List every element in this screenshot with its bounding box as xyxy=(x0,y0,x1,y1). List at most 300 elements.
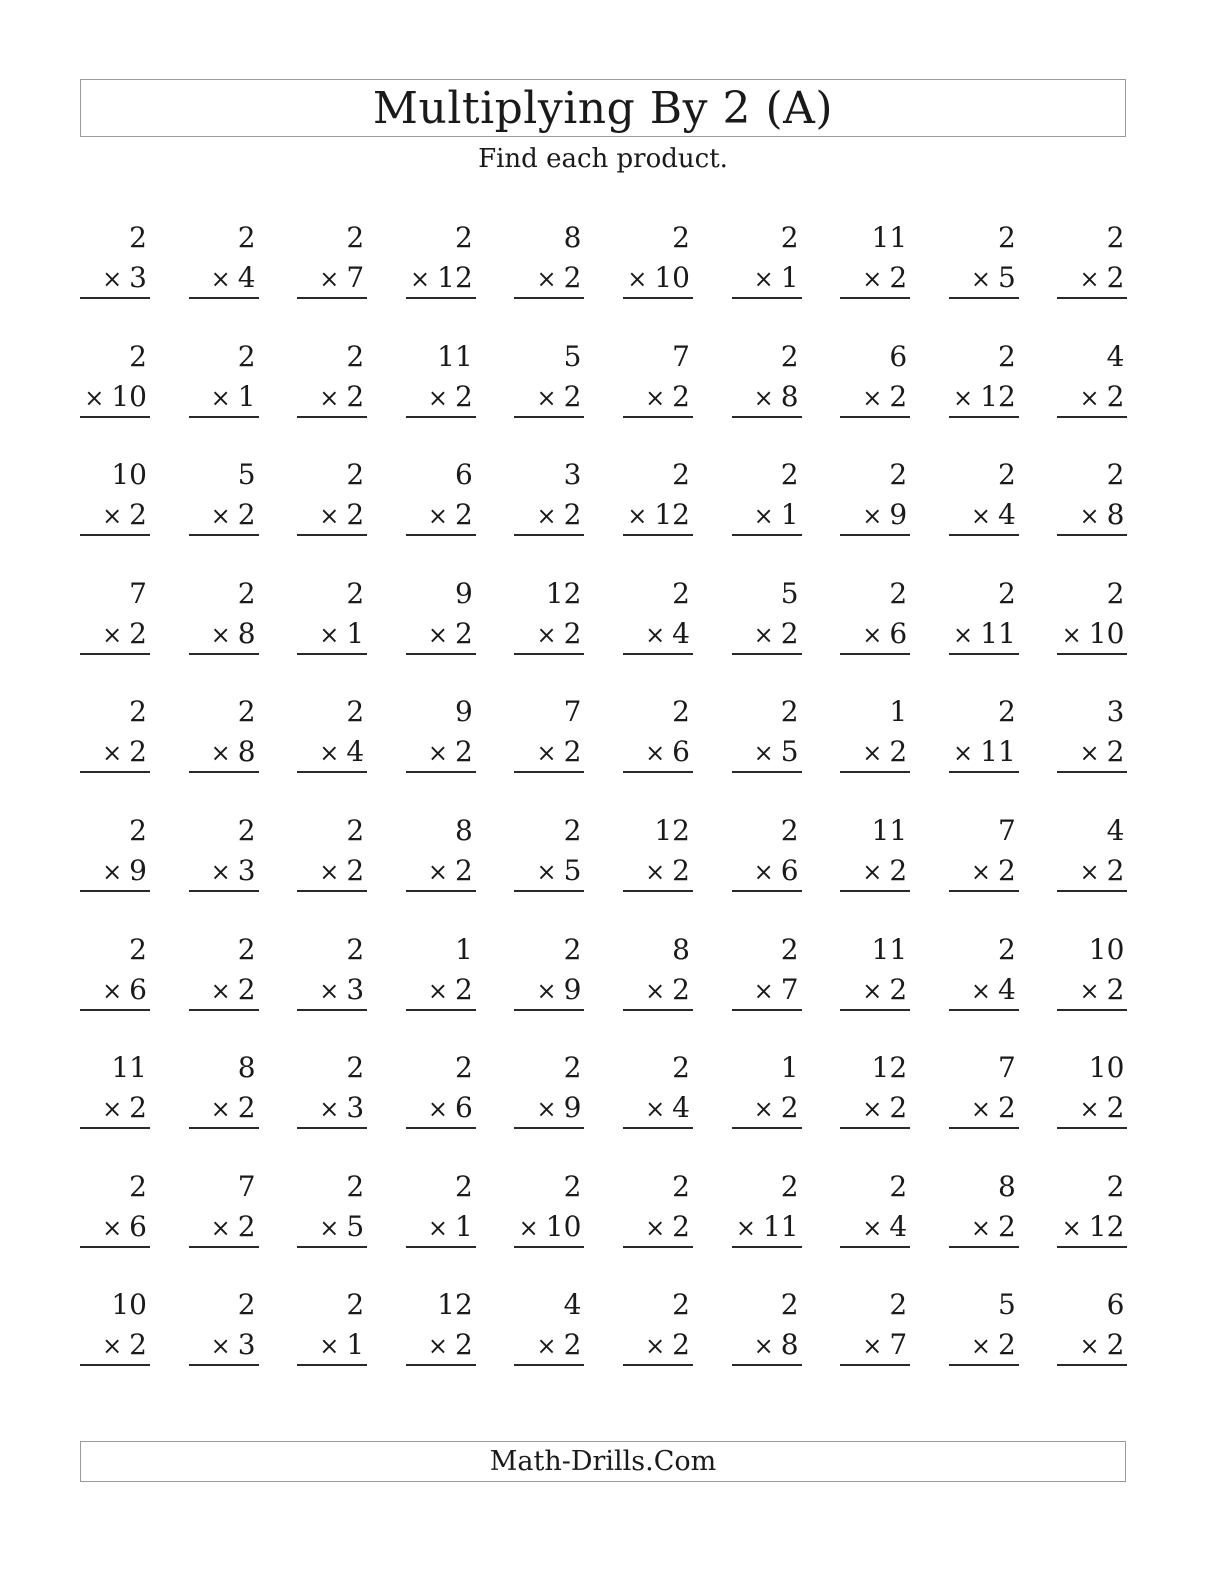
times-sign: × xyxy=(645,1095,666,1124)
multiplier-row xyxy=(645,380,690,415)
answer-line xyxy=(189,771,259,773)
times-sign: × xyxy=(427,502,448,531)
multiplier-row xyxy=(971,854,1016,889)
problem-2-9 xyxy=(949,340,1019,422)
answer-line xyxy=(949,1009,1019,1011)
multiplier-row xyxy=(428,498,473,533)
multiplier: 6 xyxy=(672,735,690,769)
multiplier: 4 xyxy=(672,616,690,650)
problem-7-7 xyxy=(732,933,802,1015)
answer-line xyxy=(406,771,476,773)
multiplier: 2 xyxy=(1106,261,1125,294)
problem-8-7 xyxy=(732,1051,802,1133)
multiplier-row xyxy=(754,973,799,1008)
problem-10-10 xyxy=(1057,1288,1127,1370)
multiplicand: 6 xyxy=(454,458,473,492)
multiplicand: 2 xyxy=(237,814,256,847)
multiplicand: 2 xyxy=(346,814,365,847)
times-sign: × xyxy=(536,739,557,768)
multiplicand: 2 xyxy=(1106,1169,1125,1203)
times-sign: × xyxy=(1079,1095,1100,1124)
problem-5-5 xyxy=(514,695,584,777)
multiplier-row xyxy=(428,1328,473,1363)
problem-8-6 xyxy=(623,1051,693,1133)
multiplier: 11 xyxy=(980,616,1016,650)
multiplicand: 7 xyxy=(563,695,582,729)
answer-line xyxy=(732,890,802,892)
multiplier: 3 xyxy=(346,1091,365,1125)
answer-line xyxy=(732,1246,802,1248)
times-sign: × xyxy=(210,976,231,1005)
multiplier: 3 xyxy=(346,972,365,1006)
problem-8-2 xyxy=(189,1051,259,1133)
answer-line xyxy=(514,416,584,418)
problem-4-6 xyxy=(623,577,693,659)
multiplier: 1 xyxy=(346,616,365,650)
problem-1-4 xyxy=(406,221,476,303)
answer-line xyxy=(80,890,150,892)
times-sign: × xyxy=(536,1095,557,1124)
multiplier-row xyxy=(102,1210,147,1245)
multiplier: 2 xyxy=(563,261,582,294)
answer-line xyxy=(80,1364,150,1366)
problem-6-2 xyxy=(189,814,259,896)
times-sign: × xyxy=(427,620,448,649)
multiplier: 2 xyxy=(346,854,365,887)
problem-1-6 xyxy=(623,221,693,303)
multiplicand: 2 xyxy=(780,458,799,492)
multiplicand: 5 xyxy=(563,339,582,373)
answer-line xyxy=(1057,1127,1127,1129)
answer-line xyxy=(623,1009,693,1011)
multiplier: 2 xyxy=(454,854,473,887)
multiplicand: 2 xyxy=(129,1169,147,1203)
times-sign: × xyxy=(427,1332,448,1361)
multiplier-row xyxy=(862,973,907,1008)
answer-line xyxy=(623,416,693,418)
multiplier: 10 xyxy=(1088,616,1125,650)
multiplier-row xyxy=(645,854,690,889)
multiplier: 2 xyxy=(563,616,582,650)
multiplier-row xyxy=(211,854,256,889)
times-sign: × xyxy=(102,265,123,293)
multiplier: 2 xyxy=(454,498,473,532)
problem-4-4 xyxy=(406,577,476,659)
multiplier: 2 xyxy=(780,616,799,650)
multiplicand: 2 xyxy=(672,221,690,254)
problem-5-1 xyxy=(80,695,150,777)
problem-7-6 xyxy=(623,933,693,1015)
answer-line xyxy=(189,1009,259,1011)
multiplier-row xyxy=(971,973,1016,1008)
multiplicand: 7 xyxy=(997,1051,1016,1085)
times-sign: × xyxy=(970,858,991,886)
multiplicand: 2 xyxy=(563,932,582,966)
answer-line xyxy=(189,416,259,418)
problem-3-2 xyxy=(189,458,259,540)
multiplier-row xyxy=(1079,854,1124,889)
multiplicand: 11 xyxy=(871,814,908,847)
multiplier: 12 xyxy=(654,498,690,532)
problem-2-2 xyxy=(189,340,259,422)
times-sign: × xyxy=(753,858,774,886)
multiplier: 8 xyxy=(780,379,799,413)
times-sign: × xyxy=(102,739,123,768)
multiplier: 2 xyxy=(889,972,908,1006)
problem-10-2 xyxy=(189,1288,259,1370)
multiplier-row xyxy=(102,498,147,533)
times-sign: × xyxy=(536,976,557,1005)
multiplicand: 2 xyxy=(129,221,147,254)
times-sign: × xyxy=(210,1332,231,1361)
answer-line xyxy=(297,1009,367,1011)
answer-line xyxy=(840,1127,910,1129)
answer-line xyxy=(406,416,476,418)
multiplier: 4 xyxy=(237,261,256,294)
problem-5-10 xyxy=(1057,695,1127,777)
multiplicand: 2 xyxy=(889,1288,908,1322)
multiplicand: 11 xyxy=(111,1051,147,1085)
multiplier-row xyxy=(1079,380,1124,415)
multiplier: 1 xyxy=(346,1328,365,1362)
times-sign: × xyxy=(210,620,231,649)
answer-line xyxy=(297,1364,367,1366)
multiplier-row xyxy=(971,1091,1016,1126)
answer-line xyxy=(840,771,910,773)
problem-9-9 xyxy=(949,1170,1019,1252)
answer-line xyxy=(514,297,584,299)
multiplier-row xyxy=(754,735,799,770)
times-sign: × xyxy=(862,502,883,531)
multiplier-row xyxy=(754,380,799,415)
times-sign: × xyxy=(427,739,448,768)
times-sign: × xyxy=(427,976,448,1005)
answer-line xyxy=(189,297,259,299)
problem-6-3 xyxy=(297,814,367,896)
times-sign: × xyxy=(102,1095,123,1124)
problem-10-3 xyxy=(297,1288,367,1370)
times-sign: × xyxy=(753,620,774,649)
multiplier-row xyxy=(211,261,256,296)
times-sign: × xyxy=(102,502,123,531)
answer-line xyxy=(840,890,910,892)
multiplicand: 5 xyxy=(780,576,799,610)
multiplier: 2 xyxy=(454,972,473,1006)
multiplier: 2 xyxy=(1106,1328,1125,1362)
multiplicand: 3 xyxy=(563,458,582,492)
problem-8-10 xyxy=(1057,1051,1127,1133)
times-sign: × xyxy=(753,1095,774,1124)
multiplicand: 11 xyxy=(871,221,908,254)
multiplier: 2 xyxy=(454,1328,473,1362)
answer-line xyxy=(732,1009,802,1011)
problem-8-9 xyxy=(949,1051,1019,1133)
problem-4-2 xyxy=(189,577,259,659)
answer-line xyxy=(949,297,1019,299)
problem-2-8 xyxy=(840,340,910,422)
times-sign: × xyxy=(953,620,974,649)
answer-line xyxy=(80,1009,150,1011)
multiplicand: 7 xyxy=(237,1169,256,1203)
times-sign: × xyxy=(319,976,340,1005)
answer-line xyxy=(514,771,584,773)
multiplier-row xyxy=(319,617,364,652)
answer-line xyxy=(297,653,367,655)
multiplier-row xyxy=(736,1210,799,1245)
multiplicand: 2 xyxy=(997,339,1016,373)
answer-line xyxy=(840,416,910,418)
multiplicand: 6 xyxy=(889,339,908,373)
times-sign: × xyxy=(319,739,340,768)
answer-line xyxy=(949,653,1019,655)
multiplier: 2 xyxy=(672,1328,690,1362)
times-sign: × xyxy=(319,502,340,531)
problem-6-1 xyxy=(80,814,150,896)
multiplicand: 8 xyxy=(997,1169,1016,1203)
answer-line xyxy=(1057,1009,1127,1011)
multiplicand: 2 xyxy=(780,932,799,966)
problem-5-9 xyxy=(949,695,1019,777)
multiplier: 2 xyxy=(454,616,473,650)
answer-line xyxy=(406,653,476,655)
answer-line xyxy=(406,1246,476,1248)
multiplicand: 2 xyxy=(129,339,147,373)
multiplier: 2 xyxy=(997,1091,1016,1125)
times-sign: × xyxy=(210,1213,231,1242)
multiplier: 2 xyxy=(563,735,582,769)
multiplicand: 8 xyxy=(454,814,473,847)
instructions: Find each product. xyxy=(478,144,728,174)
answer-line xyxy=(732,1127,802,1129)
multiplier-row xyxy=(102,854,147,889)
problem-5-4 xyxy=(406,695,476,777)
multiplier: 4 xyxy=(997,972,1016,1006)
multiplicand: 8 xyxy=(672,932,690,966)
multiplier-row xyxy=(211,617,256,652)
times-sign: × xyxy=(518,1213,539,1242)
problem-7-2 xyxy=(189,933,259,1015)
times-sign: × xyxy=(427,1213,448,1242)
answer-line xyxy=(732,297,802,299)
problem-7-9 xyxy=(949,933,1019,1015)
times-sign: × xyxy=(536,1332,557,1361)
problem-6-7 xyxy=(732,814,802,896)
multiplicand: 4 xyxy=(563,1288,582,1322)
times-sign: × xyxy=(536,265,557,293)
problem-3-10 xyxy=(1057,458,1127,540)
multiplicand: 5 xyxy=(997,1288,1016,1322)
times-sign: × xyxy=(319,1095,340,1124)
multiplier: 2 xyxy=(997,1328,1016,1362)
times-sign: × xyxy=(970,502,991,531)
multiplier: 2 xyxy=(237,1091,256,1125)
multiplier-row xyxy=(319,973,364,1008)
multiplicand: 8 xyxy=(237,1051,256,1085)
multiplier: 6 xyxy=(454,1091,473,1125)
answer-line xyxy=(949,771,1019,773)
times-sign: × xyxy=(862,383,883,412)
problem-10-8 xyxy=(840,1288,910,1370)
answer-line xyxy=(189,653,259,655)
multiplier: 5 xyxy=(346,1209,365,1243)
multiplicand: 2 xyxy=(563,814,582,847)
times-sign: × xyxy=(1079,1332,1100,1361)
problem-9-8 xyxy=(840,1170,910,1252)
multiplier-row xyxy=(645,617,690,652)
multiplier-row xyxy=(862,1328,907,1363)
problem-9-2 xyxy=(189,1170,259,1252)
answer-line xyxy=(406,1009,476,1011)
multiplier: 9 xyxy=(129,854,147,887)
times-sign: × xyxy=(1079,383,1100,412)
times-sign: × xyxy=(753,265,774,293)
times-sign: × xyxy=(862,620,883,649)
times-sign: × xyxy=(970,1095,991,1124)
problem-3-3 xyxy=(297,458,367,540)
times-sign: × xyxy=(753,383,774,412)
answer-line xyxy=(514,1127,584,1129)
answer-line xyxy=(406,1364,476,1366)
multiplier-row xyxy=(862,735,907,770)
times-sign: × xyxy=(319,383,340,412)
answer-line xyxy=(1057,297,1127,299)
multiplicand: 2 xyxy=(672,695,690,729)
multiplier-row xyxy=(319,380,364,415)
problem-5-6 xyxy=(623,695,693,777)
problem-5-7 xyxy=(732,695,802,777)
multiplier: 7 xyxy=(346,261,365,294)
answer-line xyxy=(297,771,367,773)
times-sign: × xyxy=(645,976,666,1005)
problem-8-8 xyxy=(840,1051,910,1133)
times-sign: × xyxy=(1061,620,1082,649)
multiplier: 2 xyxy=(1106,379,1125,413)
answer-line xyxy=(623,1246,693,1248)
problem-10-5 xyxy=(514,1288,584,1370)
multiplicand: 2 xyxy=(1106,576,1125,610)
problem-9-4 xyxy=(406,1170,476,1252)
multiplier-row xyxy=(862,617,907,652)
problem-1-9 xyxy=(949,221,1019,303)
multiplicand: 2 xyxy=(889,576,908,610)
multiplicand: 2 xyxy=(672,1169,690,1203)
problem-8-4 xyxy=(406,1051,476,1133)
multiplier: 2 xyxy=(1106,854,1125,887)
answer-line xyxy=(623,890,693,892)
multiplier: 2 xyxy=(672,854,690,887)
multiplier-row xyxy=(428,1091,473,1126)
multiplicand: 2 xyxy=(346,339,365,373)
problem-4-9 xyxy=(949,577,1019,659)
problem-1-5 xyxy=(514,221,584,303)
multiplicand: 2 xyxy=(454,1051,473,1085)
multiplier-row xyxy=(754,1328,799,1363)
answer-line xyxy=(1057,890,1127,892)
multiplier: 4 xyxy=(346,735,365,769)
problem-6-9 xyxy=(949,814,1019,896)
multiplicand: 2 xyxy=(237,221,256,254)
multiplier: 5 xyxy=(780,735,799,769)
problem-5-2 xyxy=(189,695,259,777)
multiplier: 7 xyxy=(889,1328,908,1362)
multiplicand: 2 xyxy=(346,1169,365,1203)
multiplicand: 2 xyxy=(237,339,256,373)
multiplicand: 2 xyxy=(997,221,1016,254)
problem-7-4 xyxy=(406,933,476,1015)
problem-6-10 xyxy=(1057,814,1127,896)
multiplier: 8 xyxy=(780,1328,799,1362)
answer-line xyxy=(80,416,150,418)
multiplier-row xyxy=(102,735,147,770)
answer-line xyxy=(297,534,367,536)
multiplicand: 2 xyxy=(672,1288,690,1322)
multiplicand: 2 xyxy=(346,458,365,492)
problem-6-5 xyxy=(514,814,584,896)
times-sign: × xyxy=(645,1213,666,1242)
answer-line xyxy=(840,534,910,536)
times-sign: × xyxy=(536,858,557,886)
multiplier-row xyxy=(536,735,581,770)
multiplier-row xyxy=(645,735,690,770)
answer-line xyxy=(949,1364,1019,1366)
multiplier-row xyxy=(1062,1210,1125,1245)
times-sign: × xyxy=(210,739,231,768)
times-sign: × xyxy=(953,739,974,768)
multiplier: 5 xyxy=(563,854,582,887)
answer-line xyxy=(514,1246,584,1248)
answer-line xyxy=(297,1127,367,1129)
times-sign: × xyxy=(210,502,231,531)
multiplier-row xyxy=(645,1328,690,1363)
multiplier-row xyxy=(862,854,907,889)
multiplier-row xyxy=(754,617,799,652)
multiplier-row xyxy=(862,261,907,296)
times-sign: × xyxy=(862,976,883,1005)
multiplier: 3 xyxy=(237,854,256,887)
multiplier: 11 xyxy=(980,735,1016,769)
problem-10-4 xyxy=(406,1288,476,1370)
answer-line xyxy=(623,1127,693,1129)
answer-line xyxy=(840,1246,910,1248)
multiplier: 2 xyxy=(237,498,256,532)
footer-text: Math-Drills.Com xyxy=(489,1446,717,1477)
times-sign: × xyxy=(1079,502,1100,531)
multiplier-row xyxy=(102,1328,147,1363)
multiplicand: 2 xyxy=(454,1169,473,1203)
problem-3-6 xyxy=(623,458,693,540)
multiplicand: 2 xyxy=(889,1169,908,1203)
problem-6-8 xyxy=(840,814,910,896)
multiplier-row xyxy=(754,498,799,533)
multiplicand: 2 xyxy=(780,339,799,373)
multiplicand: 12 xyxy=(545,576,582,610)
multiplier: 2 xyxy=(563,379,582,413)
times-sign: × xyxy=(102,858,123,886)
times-sign: × xyxy=(102,976,123,1005)
times-sign: × xyxy=(536,620,557,649)
multiplicand: 1 xyxy=(889,695,908,729)
multiplier-row xyxy=(953,380,1016,415)
times-sign: × xyxy=(102,1213,123,1242)
multiplicand: 2 xyxy=(237,932,256,966)
answer-line xyxy=(732,534,802,536)
multiplier-row xyxy=(319,735,364,770)
multiplier-row xyxy=(1079,261,1124,296)
answer-line xyxy=(949,416,1019,418)
problem-9-6 xyxy=(623,1170,693,1252)
problem-4-3 xyxy=(297,577,367,659)
multiplier: 10 xyxy=(654,261,690,294)
